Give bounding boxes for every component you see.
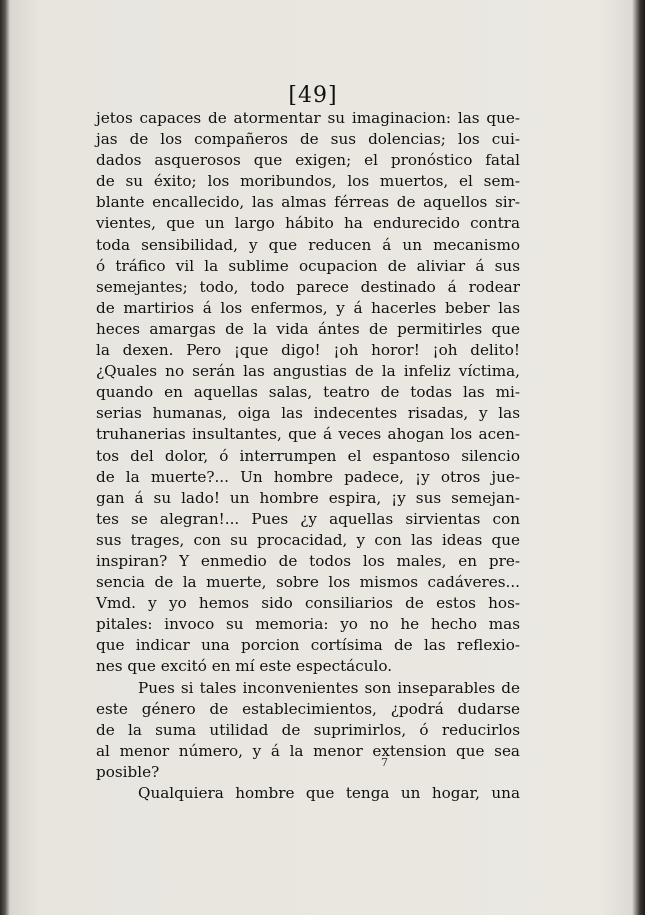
body-text	[96, 108, 520, 804]
page-number: [49]	[288, 83, 338, 108]
text-line: truhanerias insultantes, que á veces ahogan los acen-	[96, 425, 520, 444]
text-line: vientes, que un largo hábito ha endurecido contra	[96, 214, 520, 233]
signature-mark: 7	[381, 756, 388, 769]
text-line: ó tráfico vil la sublime ocupacion de aliviar á sus	[96, 256, 520, 275]
text-line: tos del dolor, ó interrumpen el espantoso silencio	[96, 446, 520, 465]
text-line: de martirios á los enfermos, y á hacerles beber las	[96, 298, 520, 317]
text-line: posible?	[96, 762, 160, 781]
text-line: toda sensibilidad, y que reducen á un mecanismo	[96, 235, 520, 254]
text-line: sus trages, con su procacidad, y con las ideas que	[96, 530, 520, 549]
text-line: Vmd. y yo hemos sido consiliarios de estos hos-	[96, 594, 520, 613]
text-line: pitales: invoco su memoria: yo no he hecho mas	[96, 615, 520, 634]
text-line: heces amargas de la vida ántes de permitirles que	[96, 319, 520, 338]
text-line: sencia de la muerte, sobre los mismos cadáveres...	[96, 573, 520, 592]
text-line: la dexen. Pero ¡que digo! ¡oh horor! ¡oh delito!	[96, 341, 520, 360]
text-line: semejantes; todo, todo parece destinado á rodear	[96, 277, 520, 296]
text-line: tes se alegran!... Pues ¿y aquellas sirvientas con	[96, 509, 520, 528]
text-line: dados asquerosos que exigen; el pronóstico fatal	[96, 151, 520, 170]
text-line: nes que excitó en mí este espectáculo.	[96, 657, 393, 676]
text-line: gan á su lado! un hombre espira, ¡y sus semejan-	[96, 488, 520, 507]
text-line: este género de establecimientos, ¿podrá dudarse	[96, 699, 520, 718]
text-line: que indicar una porcion cortísima de las reflexio-	[96, 636, 520, 655]
text-line: Pues si tales inconvenientes son inseparables de	[138, 678, 520, 697]
text-line: blante encallecido, las almas férreas de aquellos sir-	[96, 193, 520, 212]
page-content	[96, 84, 520, 804]
text-line: Qualquiera hombre que tenga un hogar, una	[138, 784, 520, 802]
text-line: de su éxito; los moribundos, los muertos, el sem-	[96, 172, 520, 191]
text-line: al menor número, y á la menor extension que sea	[96, 741, 520, 760]
text-line: jetos capaces de atormentar su imaginacion: las que-	[96, 109, 520, 127]
text-line: jas de los compañeros de sus dolencias; los cui-	[96, 130, 520, 149]
text-line: de la suma utilidad de suprimirlos, ó reducirlos	[96, 720, 520, 739]
text-line: ¿Quales no serán las angustias de la infeliz víctima,	[96, 362, 520, 381]
text-line: inspiran? Y enmedio de todos los males, en pre-	[96, 551, 520, 570]
text-line: serias humanas, oiga las indecentes risadas, y las	[96, 404, 520, 423]
text-line: quando en aquellas salas, teatro de todas las mi-	[96, 383, 520, 402]
text-line: de la muerte?... Un hombre padece, ¡y otros jue-	[96, 467, 520, 486]
